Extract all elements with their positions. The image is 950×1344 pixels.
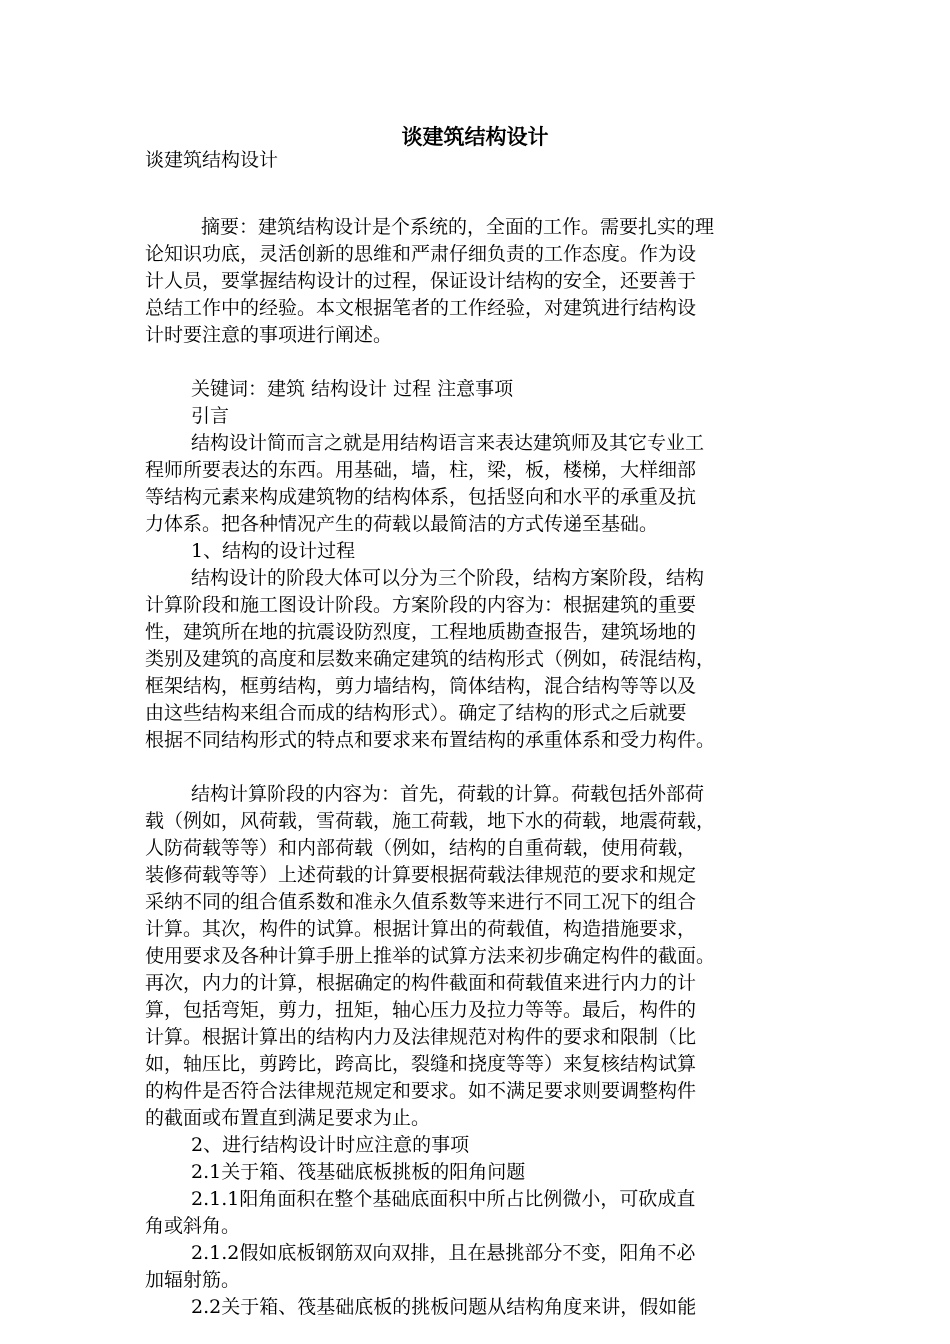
abstract-line: 计时要注意的事项进行阐述。 bbox=[145, 324, 393, 346]
paragraph-line: 性，建筑所在地的抗震设防烈度，工程地质勘查报告，建筑场地的 bbox=[145, 621, 697, 643]
spacer bbox=[145, 174, 810, 201]
document-subtitle: 谈建筑结构设计 bbox=[145, 149, 279, 171]
paragraph-line: 结构设计的阶段大体可以分为三个阶段，结构方案阶段，结构 bbox=[191, 567, 705, 589]
spacer bbox=[145, 754, 810, 781]
paragraph-line: 计算。根据计算出的结构内力及法律规范对构件的要求和限制（比 bbox=[145, 1026, 697, 1048]
paragraph-line: 程师所要表达的东西。用基础，墙，柱，梁，板，楼梯，大样细部 bbox=[145, 459, 697, 481]
paragraph-line: 根据不同结构形式的特点和要求来布置结构的承重体系和受力构件。 bbox=[145, 729, 716, 751]
subsection-heading: 2.1关于箱、筏基础底板挑板的阳角问题 bbox=[191, 1161, 526, 1183]
paragraph-line: 人防荷载等等）和内部荷载（例如，结构的自重荷载，使用荷载， bbox=[145, 837, 697, 859]
paragraph-line: 使用要求及各种计算手册上推举的试算方法来初步确定构件的截面。 bbox=[145, 945, 716, 967]
document-title: 谈建筑结构设计 bbox=[401, 125, 549, 149]
paragraph-line: 由这些结构来组合而成的结构形式）。确定了结构的形式之后就要 bbox=[145, 702, 687, 724]
paragraph-line: 2.1.2假如底板钢筋双向双排，且在悬挑部分不变，阳角不必 bbox=[191, 1242, 696, 1264]
abstract-line: 论知识功底，灵活创新的思维和严肃仔细负责的工作态度。作为设 bbox=[145, 243, 697, 265]
paragraph-line: 框架结构，框剪结构，剪力墙结构，筒体结构，混合结构等等以及 bbox=[145, 675, 697, 697]
paragraph-line: 角或斜角。 bbox=[145, 1215, 241, 1237]
paragraph-line: 加辐射筋。 bbox=[145, 1269, 241, 1291]
paragraph-line: 载（例如，风荷载，雪荷载，施工荷载，地下水的荷载，地震荷载， bbox=[145, 810, 716, 832]
paragraph-line: 计算。其次，构件的试算。根据计算出的荷载值，构造措施要求， bbox=[145, 918, 697, 940]
paragraph-line: 的截面或布置直到满足要求为止。 bbox=[145, 1107, 431, 1129]
paragraph-line: 再次，内力的计算，根据确定的构件截面和荷载值来进行内力的计 bbox=[145, 972, 697, 994]
section-heading: 2、进行结构设计时应注意的事项 bbox=[191, 1134, 470, 1156]
paragraph-line: 2.1.1阳角面积在整个基础底面积中所占比例微小，可砍成直 bbox=[191, 1188, 696, 1210]
section-heading: 1、结构的设计过程 bbox=[191, 540, 356, 562]
spacer bbox=[145, 201, 810, 214]
paragraph-line: 2.2关于箱、筏基础底板的挑板问题从结构角度来讲，假如能 bbox=[191, 1296, 697, 1318]
section-heading: 引言 bbox=[191, 405, 230, 427]
paragraph-line: 结构计算阶段的内容为：首先，荷载的计算。荷载包括外部荷 bbox=[191, 783, 705, 805]
abstract-line: 总结工作中的经验。本文根据笔者的工作经验，对建筑进行结构设 bbox=[145, 297, 697, 319]
paragraph-line: 如，轴压比，剪跨比，跨高比，裂缝和挠度等等）来复核结构试算 bbox=[145, 1053, 697, 1075]
paragraph-line: 类别及建筑的高度和层数来确定建筑的结构形式（例如，砖混结构， bbox=[145, 648, 716, 670]
paragraph-line: 装修荷载等等）上述荷载的计算要根据荷载法律规范的要求和规定 bbox=[145, 864, 697, 886]
paragraph-line: 算，包括弯矩，剪力，扭矩，轴心压力及拉力等等。最后，构件的 bbox=[145, 999, 697, 1021]
paragraph-line: 采纳不同的组合值系数和准永久值系数等来进行不同工况下的组合 bbox=[145, 891, 697, 913]
keywords-line: 关键词：建筑 结构设计 过程 注意事项 bbox=[191, 378, 514, 400]
abstract-line: 计人员，要掌握结构设计的过程，保证设计结构的安全，还要善于 bbox=[145, 270, 697, 292]
paragraph-line: 计算阶段和施工图设计阶段。方案阶段的内容为：根据建筑的重要 bbox=[145, 594, 697, 616]
document-body bbox=[145, 147, 810, 1321]
abstract-line: 摘要：建筑结构设计是个系统的，全面的工作。需要扎实的理 bbox=[201, 216, 715, 238]
paragraph-line: 等结构元素来构成建筑物的结构体系，包括竖向和水平的承重及抗 bbox=[145, 486, 697, 508]
paragraph-line: 的构件是否符合法律规范规定和要求。如不满足要求则要调整构件 bbox=[145, 1080, 697, 1102]
paragraph-line: 力体系。把各种情况产生的荷载以最简洁的方式传递至基础。 bbox=[145, 513, 659, 535]
paragraph-line: 结构设计简而言之就是用结构语言来表达建筑师及其它专业工 bbox=[191, 432, 705, 454]
spacer bbox=[145, 349, 810, 376]
